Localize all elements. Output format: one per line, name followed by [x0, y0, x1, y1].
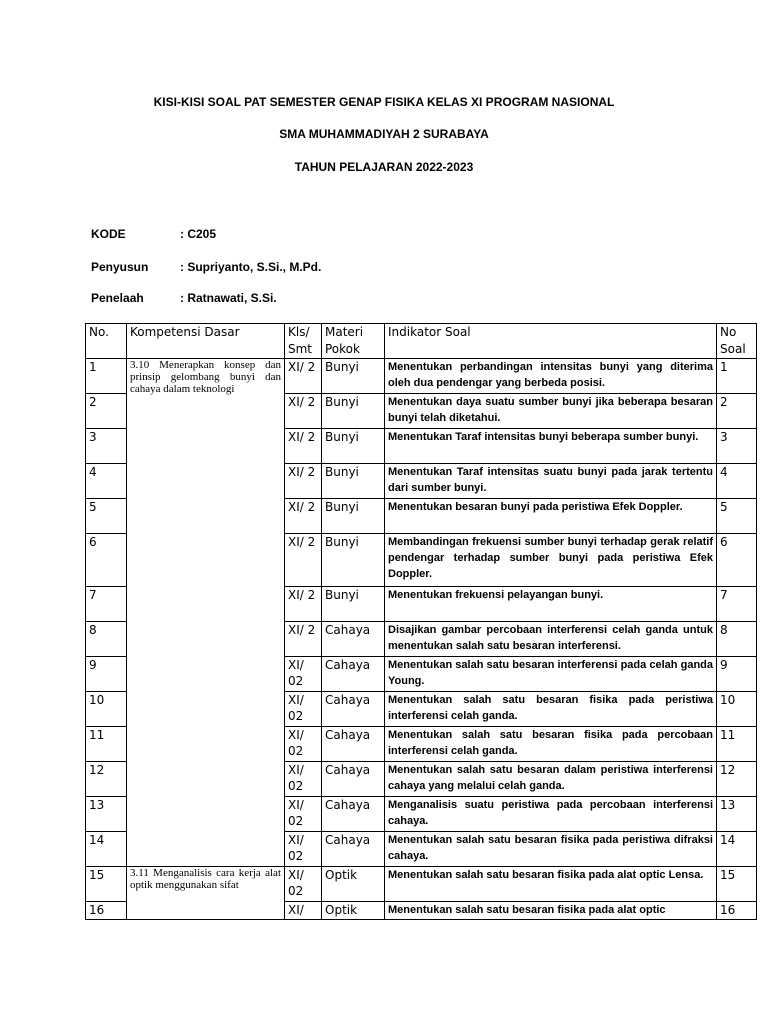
- meta-kode-label: KODE: [91, 227, 126, 241]
- cell-no: 7: [86, 587, 127, 622]
- cell-kls-smt: XI/ 02: [285, 727, 322, 762]
- cell-indikator: Menentukan salah satu besaran fisika pada peristiwa interferensi celah ganda.: [385, 692, 717, 727]
- cell-indikator: Menentukan salah satu besaran fisika pada alat optic Lensa.: [385, 867, 717, 902]
- cell-no: 12: [86, 762, 127, 797]
- meta-penyusun-value: : Supriyanto, S.Si., M.Pd.: [180, 260, 322, 274]
- cell-indikator: Membandingan frekuensi sumber bunyi terhadap gerak relatif pendengar terhadap sumber bunyi pada peristiwa Efek Doppler.: [385, 534, 717, 587]
- cell-materi: Cahaya: [322, 727, 385, 762]
- cell-materi: Cahaya: [322, 832, 385, 867]
- cell-kls-smt: XI/ 02: [285, 692, 322, 727]
- cell-no: 9: [86, 657, 127, 692]
- cell-materi: Bunyi: [322, 499, 385, 534]
- cell-no-soal: 11: [717, 727, 757, 762]
- cell-kls-smt: XI/ 02: [285, 867, 322, 902]
- cell-indikator: Menentukan salah satu besaran fisika pada alat optic: [385, 902, 717, 920]
- cell-kls-smt: XI/ 2: [285, 429, 322, 464]
- header-indikator-soal: Indikator Soal: [385, 324, 717, 359]
- cell-indikator: Menentukan salah satu besaran interferensi pada celah ganda Young.: [385, 657, 717, 692]
- cell-no-soal: 12: [717, 762, 757, 797]
- cell-no: 16: [86, 902, 127, 920]
- cell-materi: Optik: [322, 902, 385, 920]
- cell-indikator: Menentukan perbandingan intensitas bunyi yang diterima oleh dua pendengar yang berbeda posisi.: [385, 359, 717, 394]
- meta-penelaah-value: : Ratnawati, S.Si.: [180, 291, 277, 305]
- cell-indikator: Menentukan Taraf intensitas suatu bunyi pada jarak tertentu dari sumber bunyi.: [385, 464, 717, 499]
- meta-penelaah-label: Penelaah: [91, 291, 144, 305]
- meta-penelaah: [91, 291, 277, 305]
- cell-materi: Cahaya: [322, 797, 385, 832]
- meta-kode-value: : C205: [180, 227, 217, 241]
- cell-indikator: Menentukan daya suatu sumber bunyi jika beberapa besaran bunyi telah diketahui.: [385, 394, 717, 429]
- cell-no-soal: 15: [717, 867, 757, 902]
- cell-indikator: Menentukan besaran bunyi pada peristiwa Efek Doppler.: [385, 499, 717, 534]
- cell-kls-smt: XI/ 2: [285, 394, 322, 429]
- cell-no: 3: [86, 429, 127, 464]
- meta-kode: [91, 227, 216, 241]
- cell-kls-smt: XI/ 02: [285, 832, 322, 867]
- cell-kls-smt: XI/ 02: [285, 797, 322, 832]
- cell-no-soal: 5: [717, 499, 757, 534]
- header-kls-smt: Kls/ Smt: [285, 324, 322, 359]
- cell-materi: Bunyi: [322, 429, 385, 464]
- table-row: [86, 867, 757, 902]
- kisi-kisi-table: [85, 323, 757, 920]
- cell-no: 13: [86, 797, 127, 832]
- cell-indikator: Menganalisis suatu peristiwa pada percobaan interferensi cahaya.: [385, 797, 717, 832]
- cell-kls-smt: XI/ 2: [285, 359, 322, 394]
- meta-penyusun-label: Penyusun: [91, 260, 149, 274]
- cell-no: 4: [86, 464, 127, 499]
- cell-no-soal: 10: [717, 692, 757, 727]
- cell-no: 6: [86, 534, 127, 587]
- cell-kls-smt: XI/ 2: [285, 587, 322, 622]
- cell-materi: Optik: [322, 867, 385, 902]
- cell-no-soal: 1: [717, 359, 757, 394]
- header-no: No.: [86, 324, 127, 359]
- cell-no: 11: [86, 727, 127, 762]
- cell-no-soal: 8: [717, 622, 757, 657]
- cell-materi: Cahaya: [322, 622, 385, 657]
- cell-indikator: Menentukan Taraf intensitas bunyi beberapa sumber bunyi.: [385, 429, 717, 464]
- cell-no: 8: [86, 622, 127, 657]
- cell-materi: Bunyi: [322, 587, 385, 622]
- document-title-line-1: KISI-KISI SOAL PAT SEMESTER GENAP FISIKA KELAS XI PROGRAM NASIONAL: [153, 95, 615, 109]
- cell-no-soal: 4: [717, 464, 757, 499]
- cell-no-soal: 6: [717, 534, 757, 587]
- cell-no-soal: 14: [717, 832, 757, 867]
- cell-materi: Cahaya: [322, 692, 385, 727]
- document-title-line-2: SMA MUHAMMADIYAH 2 SURABAYA: [279, 127, 489, 141]
- cell-no-soal: 16: [717, 902, 757, 920]
- cell-materi: Cahaya: [322, 657, 385, 692]
- cell-indikator: Menentukan salah satu besaran dalam peristiwa interferensi cahaya yang melalui celah ganda.: [385, 762, 717, 797]
- cell-materi: Bunyi: [322, 359, 385, 394]
- cell-indikator: Menentukan frekuensi pelayangan bunyi.: [385, 587, 717, 622]
- cell-kls-smt: XI/ 02: [285, 762, 322, 797]
- cell-no: 15: [86, 867, 127, 902]
- cell-no-soal: 13: [717, 797, 757, 832]
- cell-no: 10: [86, 692, 127, 727]
- cell-kls-smt: XI/ 2: [285, 534, 322, 587]
- cell-kompetensi-dasar-3-10: 3.10 Menerapkan konsep dan prinsip gelombang bunyi dan cahaya dalam teknologi: [127, 359, 285, 867]
- cell-no-soal: 7: [717, 587, 757, 622]
- cell-materi: Bunyi: [322, 464, 385, 499]
- cell-kls-smt: XI/ 2: [285, 499, 322, 534]
- cell-no: 1: [86, 359, 127, 394]
- header-no-soal: No Soal: [717, 324, 757, 359]
- table-header-row: [86, 324, 757, 359]
- cell-indikator: Menentukan salah satu besaran fisika pada peristiwa difraksi cahaya.: [385, 832, 717, 867]
- cell-no: 5: [86, 499, 127, 534]
- cell-kls-smt: XI/ 2: [285, 622, 322, 657]
- cell-no: 2: [86, 394, 127, 429]
- cell-indikator: Menentukan salah satu besaran fisika pada percobaan interferensi celah ganda.: [385, 727, 717, 762]
- table-row: [86, 359, 757, 394]
- cell-materi: Cahaya: [322, 762, 385, 797]
- cell-materi: Bunyi: [322, 534, 385, 587]
- cell-no-soal: 9: [717, 657, 757, 692]
- cell-no-soal: 2: [717, 394, 757, 429]
- cell-no: 14: [86, 832, 127, 867]
- header-kompetensi-dasar: Kompetensi Dasar: [127, 324, 285, 359]
- cell-no-soal: 3: [717, 429, 757, 464]
- cell-kompetensi-dasar-3-11: 3.11 Menganalisis cara kerja alat optik menggunakan sifat: [127, 867, 285, 920]
- cell-kls-smt: XI/: [285, 902, 322, 920]
- cell-kls-smt: XI/ 02: [285, 657, 322, 692]
- header-materi-pokok: Materi Pokok: [322, 324, 385, 359]
- cell-indikator: Disajikan gambar percobaan interferensi celah ganda untuk menentukan salah satu besaran interferensi.: [385, 622, 717, 657]
- document-title-line-3: TAHUN PELAJARAN 2022-2023: [294, 160, 474, 174]
- cell-materi: Bunyi: [322, 394, 385, 429]
- meta-penyusun: [91, 260, 321, 274]
- cell-kls-smt: XI/ 2: [285, 464, 322, 499]
